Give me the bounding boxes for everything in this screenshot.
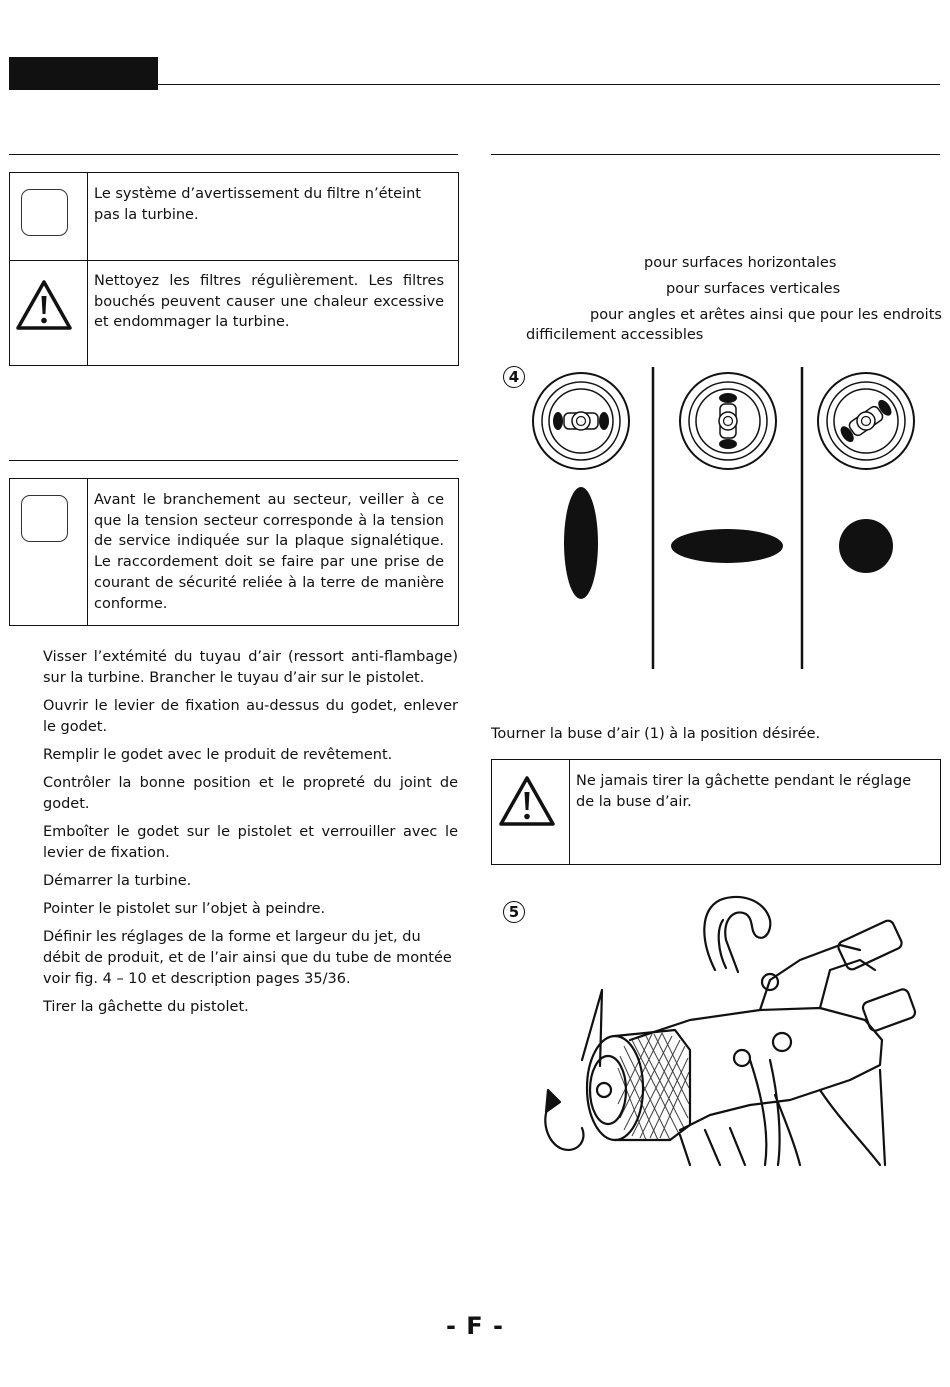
list-item: Remplir le godet avec le produit de revêtement. <box>43 747 393 763</box>
notice-box-filter <box>9 172 459 366</box>
instruction-text: Tourner la buse d’air (1) à la position désirée. <box>491 726 821 742</box>
warning-text: Ne jamais tirer la gâchette pendant le réglage de la buse d’air. <box>576 773 912 810</box>
figure-number: 5 <box>503 901 525 923</box>
spray-angles-text-cont: difficilement accessibles <box>526 327 704 343</box>
list-item: Contrôler la bonne position et le propreté du joint de godet. <box>43 775 458 812</box>
warning-text: Nettoyez les filtres régulièrement. Les filtres bouchés peuvent causer une chaleur excessive et endommager la turbine. <box>94 273 444 331</box>
section-rule <box>491 154 940 155</box>
spray-pattern-vertical-shape <box>564 487 598 599</box>
air-cap-vertical-icon <box>680 373 776 469</box>
header-rule <box>158 84 940 85</box>
notice-box-voltage <box>9 478 459 626</box>
spray-pattern-round-shape <box>839 519 893 573</box>
note-icon <box>21 495 68 542</box>
section-header-bar <box>9 57 158 90</box>
list-item: Pointer le pistolet sur l’objet à peindre. <box>43 901 326 917</box>
air-cap-horizontal-icon <box>533 373 629 469</box>
steps-list <box>43 647 458 1025</box>
list-item: Définir les réglages de la forme et largeur du jet, du débit de produit, et de l’air ainsi que du tube de montée voir fig. 4 – 10 et description pages 35/36. <box>43 929 452 987</box>
warning-icon <box>14 278 74 332</box>
section-rule <box>9 460 458 461</box>
note-icon <box>21 189 68 236</box>
list-item: Emboîter le godet sur le pistolet et verrouiller avec le levier de fixation. <box>43 824 458 861</box>
section-rule <box>9 154 458 155</box>
spray-angles-text: pour angles et arêtes ainsi que pour les endroits <box>590 307 942 323</box>
spray-gun-figure <box>520 890 920 1170</box>
warning-box-trigger <box>491 759 941 865</box>
note-text: Le système d’avertissement du filtre n’éteint pas la turbine. <box>94 186 421 223</box>
figure-number: 4 <box>503 366 525 388</box>
spray-pattern-horizontal-shape <box>671 529 783 563</box>
list-item: Visser l’extémité du tuyau d’air (ressort anti-flambage) sur la turbine. Brancher le tuyau d’air sur le pistolet. <box>43 649 458 686</box>
list-item: Tirer la gâchette du pistolet. <box>43 999 249 1015</box>
warning-icon <box>497 774 557 828</box>
spray-horizontal-text: pour surfaces horizontales <box>644 255 837 271</box>
list-item: Démarrer la turbine. <box>43 873 192 889</box>
air-cap-positions-figure <box>520 365 940 675</box>
spray-vertical-text: pour surfaces verticales <box>666 281 841 297</box>
page-footer-label: - F - <box>445 1312 505 1340</box>
air-cap-diagonal-icon <box>818 373 914 469</box>
note-text: Avant le branchement au secteur, veiller à ce que la tension secteur corresponde à la tension de service indiquée sur la plaque signalétique. Le raccordement doit se faire par une prise de courant de sécurité reliée à la terre de manière conforme. <box>94 492 444 612</box>
list-item: Ouvrir le levier de fixation au-dessus du godet, enlever le godet. <box>43 698 458 735</box>
